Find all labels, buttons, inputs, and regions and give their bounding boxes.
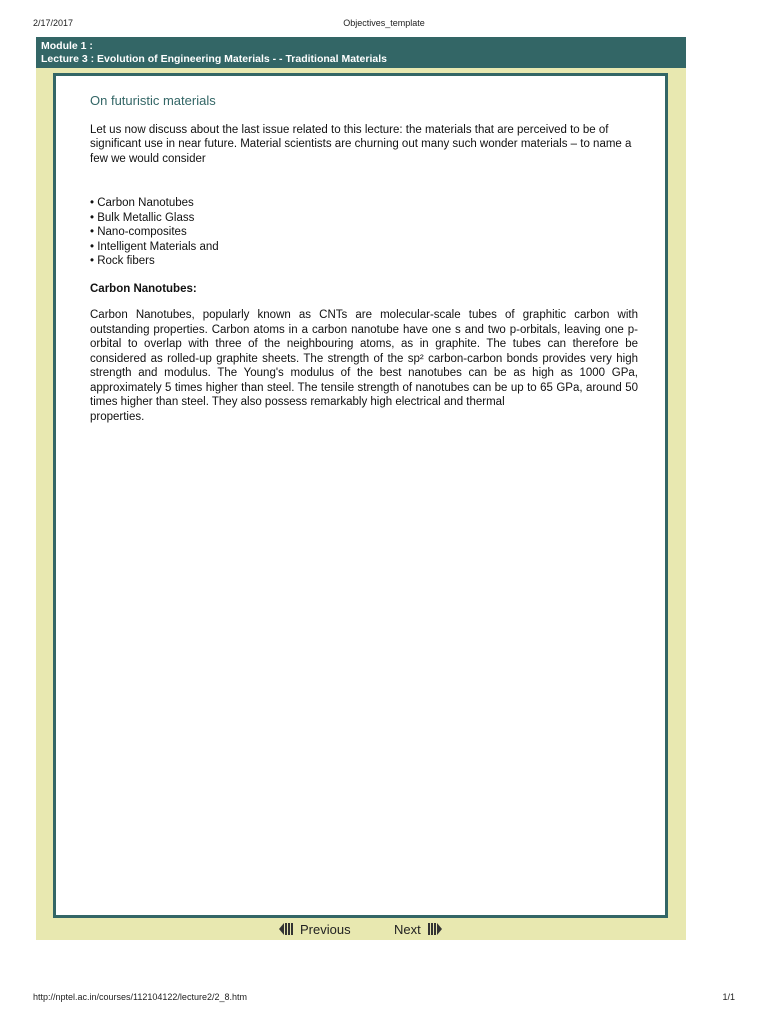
previous-button[interactable] (279, 921, 356, 937)
list-item: • Bulk Metallic Glass (90, 211, 195, 224)
list-item: • Intelligent Materials and (90, 240, 219, 253)
cnt-paragraph-end: properties. (90, 410, 145, 423)
page-url: http://nptel.ac.in/courses/112104122/lecture2/2_8.htm (33, 992, 247, 1002)
previous-label: Previous (300, 921, 351, 937)
lecture-title: Lecture 3 : Evolution of Engineering Materials - - Traditional Materials (41, 53, 387, 65)
cnt-paragraph-text: Carbon Nanotubes, popularly known as CNTs are molecular-scale tubes of graphitic carbon with outstanding properties. Carbon atoms in a carbon nanotube have one s and two p-orbitals, leaving one p-orbital to overlap with three of the neighbouring atoms, as in graphite. The tubes can therefore be considered as rolled-up graphite sheets. The strength of the sp² carbon-carbon bonds provides very high strength and modulus. The Young's modulus of the best nanotubes can be as high as 1000 GPa, approximately 5 times higher than steel. The tensile strength of nanotubes can be up to 65 GPa, around 50 times higher than steel. They also possess remarkably high electrical and thermal (90, 309, 638, 408)
double-arrow-right-icon (426, 921, 442, 937)
page-navigation (36, 918, 686, 940)
module-title: Module 1 : (41, 40, 93, 52)
lecture-content (90, 94, 638, 424)
list-item: • Rock fibers (90, 255, 155, 267)
print-header (33, 18, 735, 32)
print-title: Objectives_template (343, 18, 425, 28)
double-arrow-left-icon (279, 921, 295, 937)
print-date: 2/17/2017 (33, 18, 74, 28)
content-panel (53, 73, 668, 918)
module-header (36, 37, 686, 68)
section-title: On futuristic materials (90, 93, 216, 108)
cnt-paragraph (90, 308, 638, 424)
next-label: Next (394, 921, 421, 937)
print-footer (33, 992, 735, 1006)
next-button[interactable] (389, 921, 442, 937)
subheading-carbon-nanotubes: Carbon Nanotubes: (90, 282, 197, 295)
page-frame (36, 37, 686, 940)
intro-paragraph: Let us now discuss about the last issue related to this lecture: the materials that are perceived to be of significant use in near future. Material scientists are churning out many such wonder materials – to name a few we would consider (90, 123, 632, 165)
materials-list (90, 196, 638, 269)
list-item: • Nano-composites (90, 226, 187, 238)
list-item: • Carbon Nanotubes (90, 197, 194, 209)
page-number: 1/1 (722, 992, 735, 1002)
